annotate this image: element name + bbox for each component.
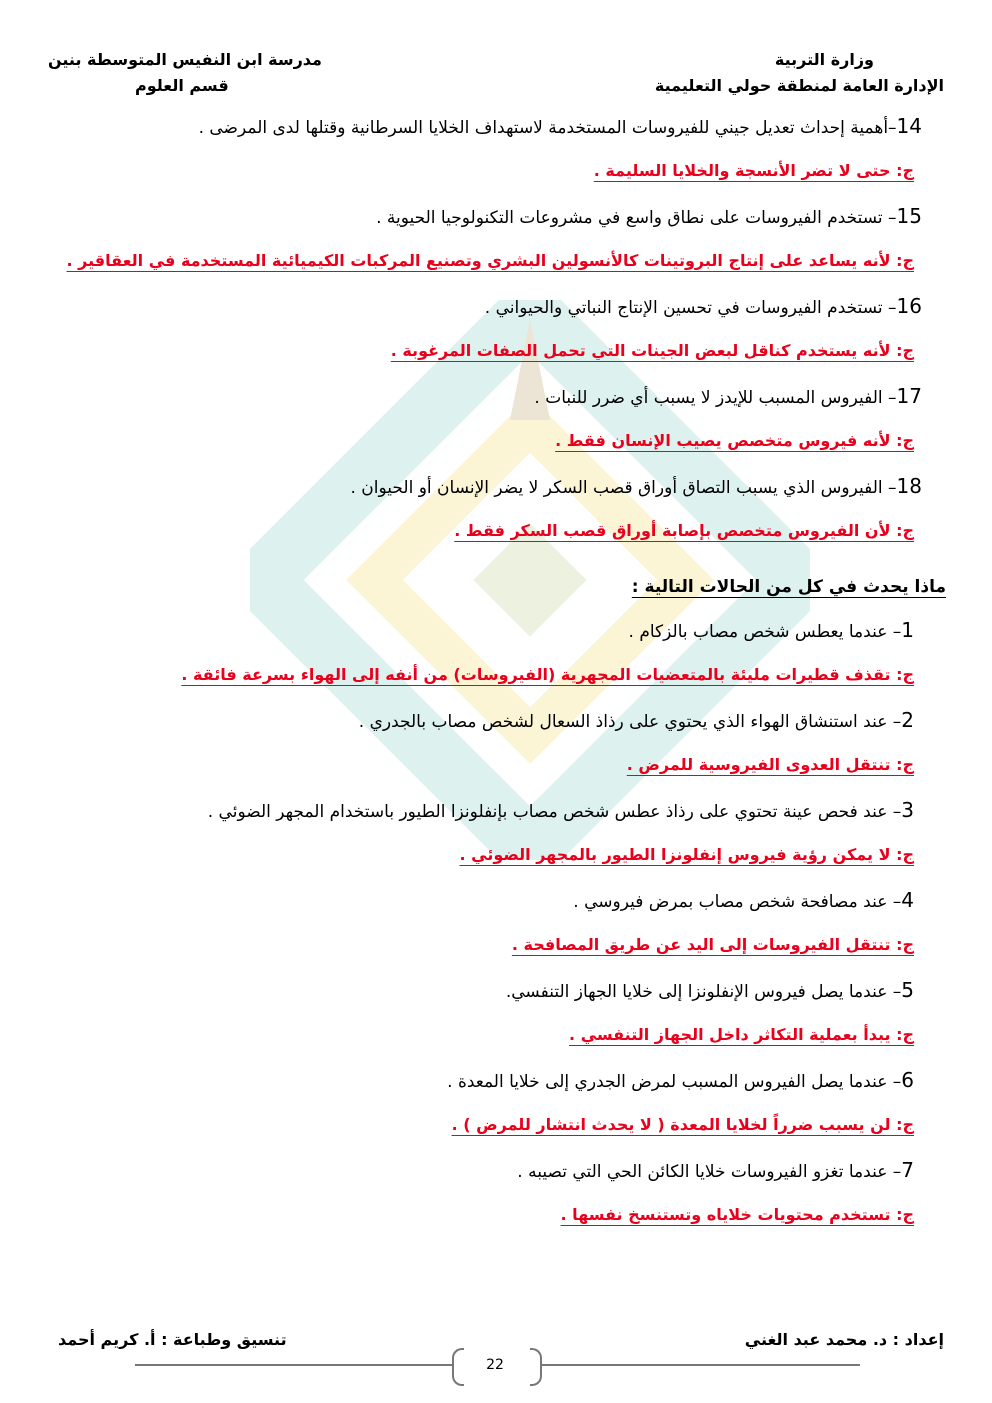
case-item: 1– عندما يعطس شخص مصاب بالزكام . (628, 618, 914, 642)
question-item: 18– الفيروس الذي يسبب التصاق أوراق قصب السكر لا يضر الإنسان أو الحيوان . (350, 474, 922, 498)
case-item: 6– عندما يصل الفيروس المسبب لمرض الجدري إلى خلايا المعدة . (447, 1068, 914, 1092)
question-item: 14–أهمية إحداث تعديل جيني للفيروسات المستخدمة لاستهداف الخلايا السرطانية وقتلها لدى المرضى . (198, 114, 922, 138)
section-title: ماذا يحدث في كل من الحالات التالية : (631, 577, 946, 597)
case-item: 2– عند استنشاق الهواء الذي يحتوي على رذاذ السعال لشخص مصاب بالجدري . (358, 708, 914, 732)
answer-item: ج: لأنه يستخدم كناقل لبعض الجينات التي تحمل الصفات المرغوبة . (390, 341, 914, 360)
page-number-bracket-right (530, 1348, 542, 1386)
answer-item: ج: تقذف قطيرات مليئة بالمتعضيات المجهرية (الفيروسات) من أنفه إلى الهواء بسرعة فائقة . (181, 665, 914, 684)
footer-divider-right (540, 1364, 860, 1366)
footer-divider-left (135, 1364, 453, 1366)
ministry-name: وزارة التربية (774, 50, 874, 69)
answer-item: ج: تنتقل الفيروسات إلى اليد عن طريق المصافحة . (511, 935, 914, 954)
answer-item: ج: يبدأ بعملية التكاثر داخل الجهاز التنفسي . (569, 1025, 914, 1044)
answer-item: ج: تنتقل العدوى الفيروسية للمرض . (626, 755, 914, 774)
case-item: 3– عند فحص عينة تحتوي على رذاذ عطس شخص مصاب بإنفلونزا الطيور باستخدام المجهر الضوئي . (207, 798, 914, 822)
page-number-bracket-left (452, 1348, 464, 1386)
school-name: مدرسة ابن النفيس المتوسطة بنين (48, 50, 322, 69)
answer-item: ج: لأن الفيروس متخصص بإصابة أوراق قصب السكر فقط . (454, 521, 914, 540)
answer-item: ج: تستخدم محتويات خلاياه وتستنسخ نفسها . (560, 1205, 914, 1224)
answer-item: ج: لأنه يساعد على إنتاج البروتينات كالأنسولين البشري وتصنيع المركبات الكيميائية المستخدمة في العقاقير . (66, 251, 914, 270)
answer-item: ج: لا يمكن رؤية فيروس إنفلونزا الطيور بالمجهر الضوئي . (459, 845, 914, 864)
case-item: 5– عندما يصل فيروس الإنفلونزا إلى خلايا الجهاز التنفسي. (505, 978, 914, 1002)
question-item: 15– تستخدم الفيروسات على نطاق واسع في مشروعات التكنولوجيا الحيوية . (376, 204, 922, 228)
question-item: 16– تستخدم الفيروسات في تحسين الإنتاج النباتي والحيواني . (484, 294, 922, 318)
prepared-by: إعداد : د. محمد عبد الغني (744, 1330, 944, 1349)
department-name: قسم العلوم (135, 76, 229, 95)
question-item: 17– الفيروس المسبب للإيدز لا يسبب أي ضرر للنبات . (534, 384, 922, 408)
coordination-credit: تنسيق وطباعة : أ. كريم أحمد (58, 1330, 287, 1349)
answer-item: ج: حتى لا تضر الأنسجة والخلايا السليمة . (593, 161, 914, 180)
page-number: 22 (486, 1357, 504, 1373)
answer-item: ج: لن يسبب ضرراً لخلايا المعدة ( لا يحدث انتشار للمرض ) . (451, 1115, 914, 1134)
directorate-name: الإدارة العامة لمنطقة حولي التعليمية (654, 76, 944, 95)
case-item: 7– عندما تغزو الفيروسات خلايا الكائن الحي التي تصيبه . (517, 1158, 914, 1182)
answer-item: ج: لأنه فيروس متخصص يصيب الإنسان فقط . (555, 431, 914, 450)
case-item: 4– عند مصافحة شخص مصاب بمرض فيروسي . (573, 888, 914, 912)
content-body (42, 104, 946, 1238)
